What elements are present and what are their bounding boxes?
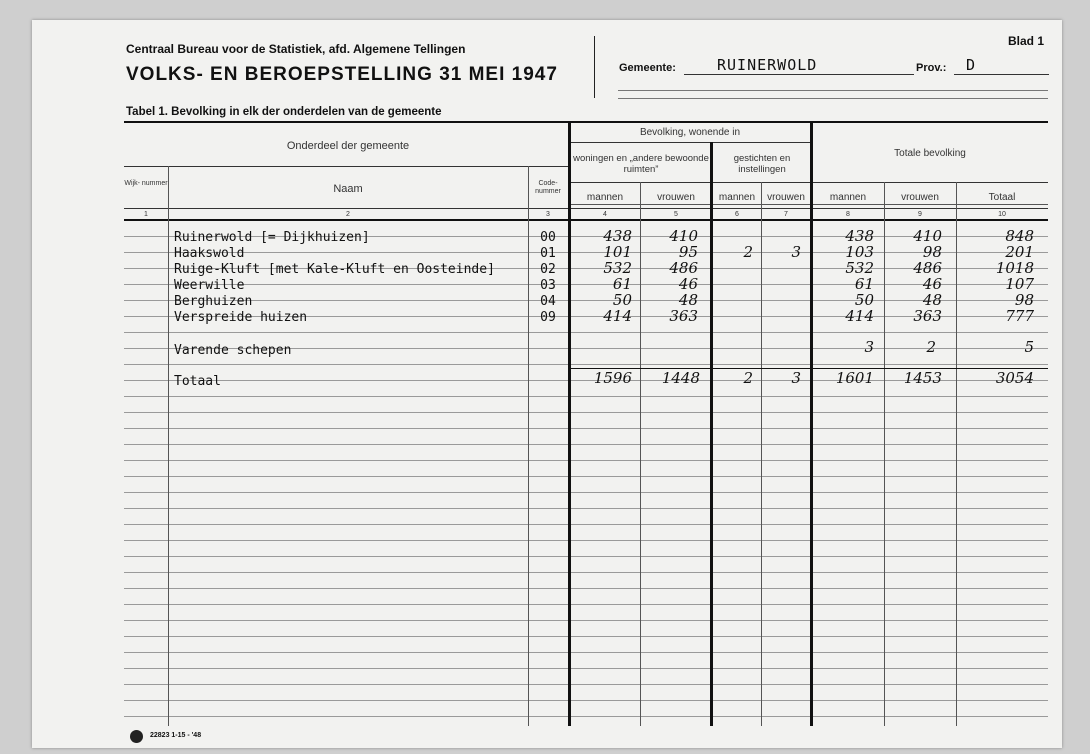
row-naam: Verspreide huizen — [174, 310, 308, 325]
col-naam: Naam — [333, 183, 363, 195]
varende-t-totaal: 5 — [1024, 338, 1034, 356]
row-code: 04 — [540, 294, 556, 309]
row-code: 00 — [540, 230, 556, 245]
colnum-7: 7 — [784, 211, 788, 218]
ruled-line — [124, 492, 1048, 493]
row-t-totaal: 107 — [1005, 275, 1034, 293]
colnum-6: 6 — [735, 211, 739, 218]
prov-underline — [954, 74, 1049, 75]
row-naam: Ruinerwold [= Dijkhuizen] — [174, 230, 370, 245]
row-t-mannen: 438 — [845, 227, 874, 245]
colnum-1: 1 — [144, 211, 148, 218]
row-w-vrouwen: 363 — [669, 307, 698, 325]
ruled-line — [124, 396, 1048, 397]
rule-bevolking — [570, 142, 810, 143]
row-w-vrouwen: 486 — [669, 259, 698, 277]
row-naam: Weerwille — [174, 278, 245, 293]
row-w-mannen: 414 — [603, 307, 632, 325]
totaal-t-mannen: 1601 — [835, 369, 874, 387]
col-bevolking-wonende: Bevolking, wonende in — [639, 127, 741, 138]
varende-naam: Varende schepen — [174, 343, 292, 358]
row-t-mannen: 103 — [845, 243, 874, 261]
col-gestichten: gestichten en instellingen — [733, 153, 791, 175]
ruled-line — [124, 700, 1048, 701]
varende-t-vrouwen: 2 — [926, 338, 936, 356]
row-code: 03 — [540, 278, 556, 293]
row-t-totaal: 98 — [1014, 291, 1034, 309]
gemeente-underline — [684, 74, 914, 75]
header-rule-1 — [618, 90, 1048, 91]
ruled-line — [124, 524, 1048, 525]
blad-label: Blad 1 — [1008, 34, 1045, 48]
row-w-vrouwen: 95 — [678, 243, 698, 261]
row-w-mannen: 532 — [603, 259, 632, 277]
printer-logo-icon — [130, 730, 143, 743]
row-t-mannen: 61 — [854, 275, 874, 293]
vline-woningen — [710, 142, 713, 726]
rule-subheads — [570, 182, 1048, 183]
ruled-line — [124, 556, 1048, 557]
colnum-8: 8 — [846, 211, 850, 218]
col-w-vrouwen: vrouwen — [657, 192, 695, 203]
totaal-naam: Totaal — [174, 374, 221, 389]
ruled-line — [124, 716, 1048, 717]
row-g-vrouwen: 3 — [791, 243, 801, 261]
row-t-vrouwen: 410 — [913, 227, 942, 245]
row-w-mannen: 438 — [603, 227, 632, 245]
totaal-t-vrouwen: 1453 — [903, 369, 942, 387]
rule-genders — [570, 204, 1048, 205]
ruled-line — [124, 620, 1048, 621]
row-t-totaal: 848 — [1005, 227, 1034, 245]
col-wijk: Wijk- nummer — [124, 180, 168, 187]
ruled-line — [124, 572, 1048, 573]
col-code: Code- nummer — [535, 180, 561, 195]
bureau-line: Centraal Bureau voor de Statistiek, afd. Algemene Tellingen — [126, 42, 466, 56]
row-g-mannen: 2 — [743, 243, 753, 261]
ruled-line — [124, 332, 1048, 333]
row-naam: Berghuizen — [174, 294, 253, 309]
rule-colnums-bottom — [124, 219, 1048, 221]
ruled-line — [124, 540, 1048, 541]
row-w-mannen: 61 — [612, 275, 632, 293]
rule-onderdeel — [124, 166, 570, 167]
colnum-10: 10 — [998, 211, 1006, 218]
vline-naam — [528, 166, 529, 726]
header-rule-2 — [618, 98, 1048, 99]
row-t-mannen: 50 — [854, 291, 874, 309]
totaal-w-vrouwen: 1448 — [661, 369, 700, 387]
form-title: VOLKS- EN BEROEPSTELLING 31 MEI 1947 — [126, 64, 558, 85]
ruled-line — [124, 604, 1048, 605]
print-code: 22823 1-15 - '48 — [150, 732, 202, 739]
row-code: 01 — [540, 246, 556, 261]
ruled-line — [124, 364, 1048, 365]
col-t-mannen: mannen — [829, 192, 867, 203]
row-w-mannen: 50 — [612, 291, 632, 309]
col-t-vrouwen: vrouwen — [901, 192, 939, 203]
row-w-vrouwen: 410 — [669, 227, 698, 245]
colnum-9: 9 — [918, 211, 922, 218]
ruled-line — [124, 508, 1048, 509]
ruled-line — [124, 668, 1048, 669]
prov-value: D — [966, 56, 976, 74]
ruled-line — [124, 412, 1048, 413]
row-w-mannen: 101 — [603, 243, 632, 261]
header-divider — [594, 36, 595, 98]
colnum-3: 3 — [546, 211, 550, 218]
row-t-vrouwen: 98 — [922, 243, 942, 261]
col-g-mannen: mannen — [718, 192, 756, 203]
col-onderdeel: Onderdeel der gemeente — [286, 140, 410, 152]
ruled-line — [124, 652, 1048, 653]
ruled-line — [124, 444, 1048, 445]
prov-label: Prov.: — [916, 62, 947, 74]
table-title: Tabel 1. Bevolking in elk der onderdelen van de gemeente — [126, 106, 442, 118]
row-t-vrouwen: 486 — [913, 259, 942, 277]
row-naam: Ruige-Kluft [met Kale-Kluft en Oosteinde] — [174, 262, 495, 277]
totaal-t-totaal: 3054 — [995, 369, 1034, 387]
colnum-4: 4 — [603, 211, 607, 218]
row-t-totaal: 201 — [1005, 243, 1034, 261]
col-w-mannen: mannen — [586, 192, 624, 203]
col-totale: Totale bevolking — [894, 148, 966, 159]
row-t-vrouwen: 46 — [922, 275, 942, 293]
vline-code — [568, 123, 571, 726]
ruled-line — [124, 636, 1048, 637]
ruled-line — [124, 428, 1048, 429]
table-top-rule — [124, 121, 1048, 123]
row-t-mannen: 532 — [845, 259, 874, 277]
ruled-line — [124, 588, 1048, 589]
totaal-g-vrouwen: 3 — [791, 369, 801, 387]
row-t-mannen: 414 — [845, 307, 874, 325]
gemeente-value: RUINERWOLD — [717, 56, 818, 74]
totaal-w-mannen: 1596 — [593, 369, 632, 387]
census-form — [32, 20, 1062, 748]
row-code: 02 — [540, 262, 556, 277]
ruled-line — [124, 684, 1048, 685]
vline-gestichten — [810, 123, 813, 726]
row-t-vrouwen: 363 — [913, 307, 942, 325]
row-t-totaal: 777 — [1005, 307, 1034, 325]
row-w-vrouwen: 48 — [678, 291, 698, 309]
totaal-g-mannen: 2 — [743, 369, 753, 387]
gemeente-label: Gemeente: — [619, 62, 676, 74]
col-t-totaal: Totaal — [988, 192, 1016, 203]
colnum-2: 2 — [346, 211, 350, 218]
vline-g-mannen — [761, 182, 762, 726]
ruled-line — [124, 476, 1048, 477]
col-g-vrouwen: vrouwen — [767, 192, 805, 203]
varende-t-mannen: 3 — [864, 338, 874, 356]
row-t-totaal: 1018 — [995, 259, 1034, 277]
colnum-5: 5 — [674, 211, 678, 218]
row-t-vrouwen: 48 — [922, 291, 942, 309]
row-code: 09 — [540, 310, 556, 325]
ruled-line — [124, 460, 1048, 461]
row-naam: Haakswold — [174, 246, 245, 261]
col-woningen: woningen en „andere bewoonde ruimten” — [573, 153, 709, 175]
row-w-vrouwen: 46 — [678, 275, 698, 293]
vline-wijk — [168, 166, 169, 726]
rule-colnums-top — [124, 208, 1048, 209]
